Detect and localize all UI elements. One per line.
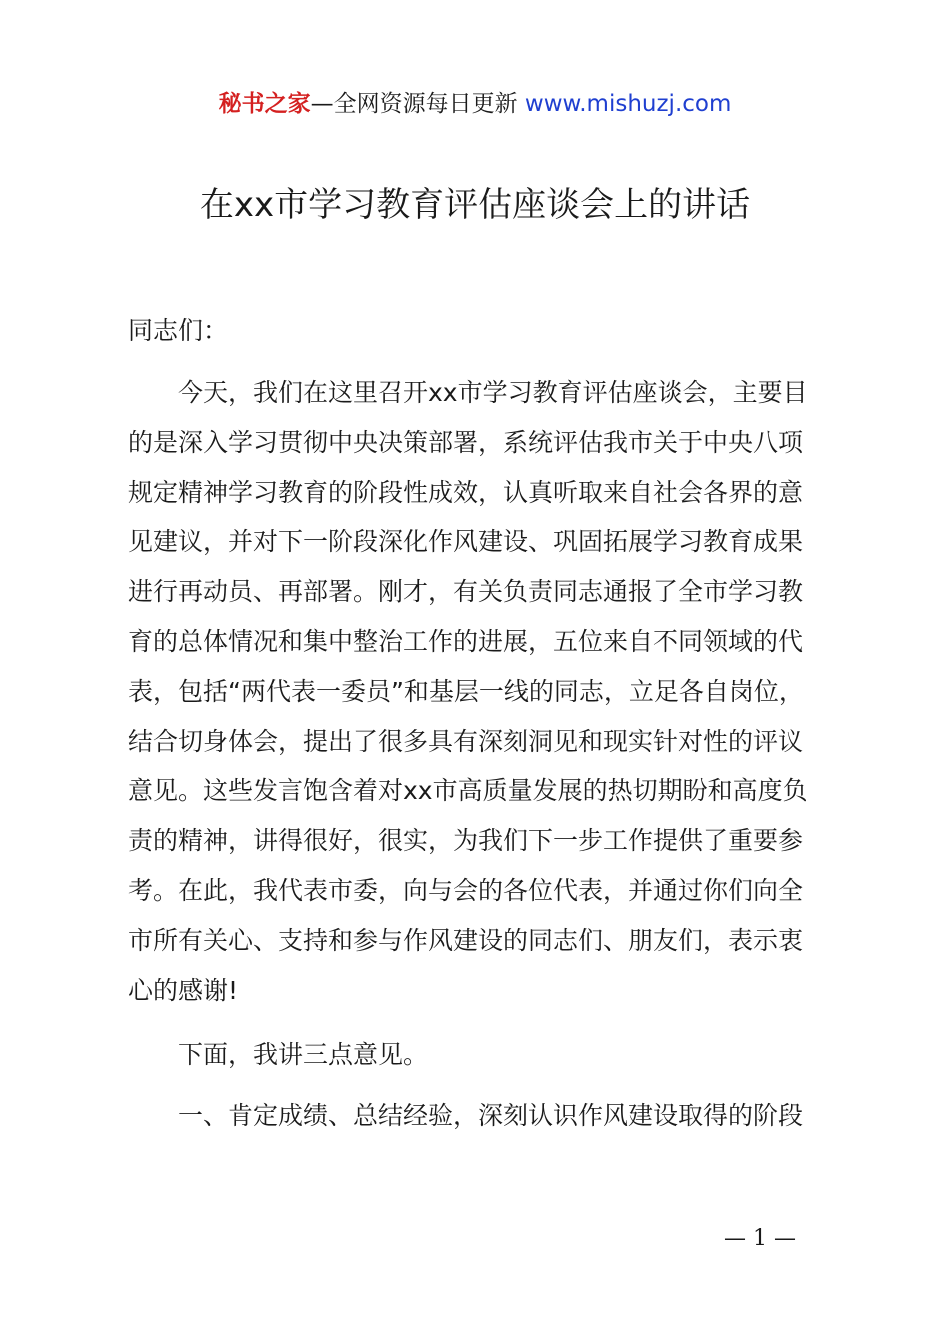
paragraph-line: 结合切身体会，提出了很多具有深刻洞见和现实针对性的评议: [128, 726, 804, 756]
header-brand: 秘书之家: [218, 91, 311, 117]
paragraph-line: 意见。这些发言饱含着对xx市高质量发展的热切期盼和高度负: [128, 776, 808, 806]
paragraph-line: 规定精神学习教育的阶段性成效，认真听取来自社会各界的意: [128, 477, 804, 507]
paragraph-line: 市所有关心、支持和参与作风建设的同志们、朋友们，表示衷: [128, 925, 804, 955]
section-heading-line: 一、肯定成绩、总结经验，深刻认识作风建设取得的阶段: [178, 1101, 804, 1130]
paragraph-opening: [128, 368, 848, 1015]
header-url-link[interactable]: www.mishuzj.com: [524, 91, 732, 117]
paragraph-line: 今天，我们在这里召开xx市学习教育评估座谈会，主要目: [178, 378, 808, 407]
salutation: 同志们：: [128, 316, 229, 345]
paragraph-line: 考。在此，我代表市委，向与会的各位代表，并通过你们向全: [128, 875, 804, 905]
paragraph-line: 见建议，并对下一阶段深化作风建设、巩固拓展学习教育成果: [128, 527, 804, 557]
site-header: [0, 86, 950, 122]
paragraph-transition: [128, 1030, 848, 1080]
paragraph-line: 育的总体情况和集中整治工作的进展，五位来自不同领域的代: [128, 626, 804, 656]
paragraph-line: 进行再动员、再部署。刚才，有关负责同志通报了全市学习教: [128, 577, 804, 607]
paragraph-line: 下面，我讲三点意见。: [178, 1040, 429, 1069]
page-number: — 1 —: [724, 1226, 796, 1251]
document-title: 在xx市学习教育评估座谈会上的讲话: [199, 185, 751, 225]
paragraph-line: 心的感谢!: [128, 975, 239, 1005]
paragraph-line: 表，包括“两代表一委员”和基层一线的同志，立足各自岗位，: [128, 676, 804, 706]
paragraph-line: 责的精神，讲得很好，很实，为我们下一步工作提供了重要参: [128, 826, 804, 856]
section-heading: [128, 1091, 848, 1141]
header-tagline: —全网资源每日更新: [310, 91, 525, 117]
paragraph-line: 的是深入学习贯彻中央决策部署，系统评估我市关于中央八项: [128, 427, 804, 457]
